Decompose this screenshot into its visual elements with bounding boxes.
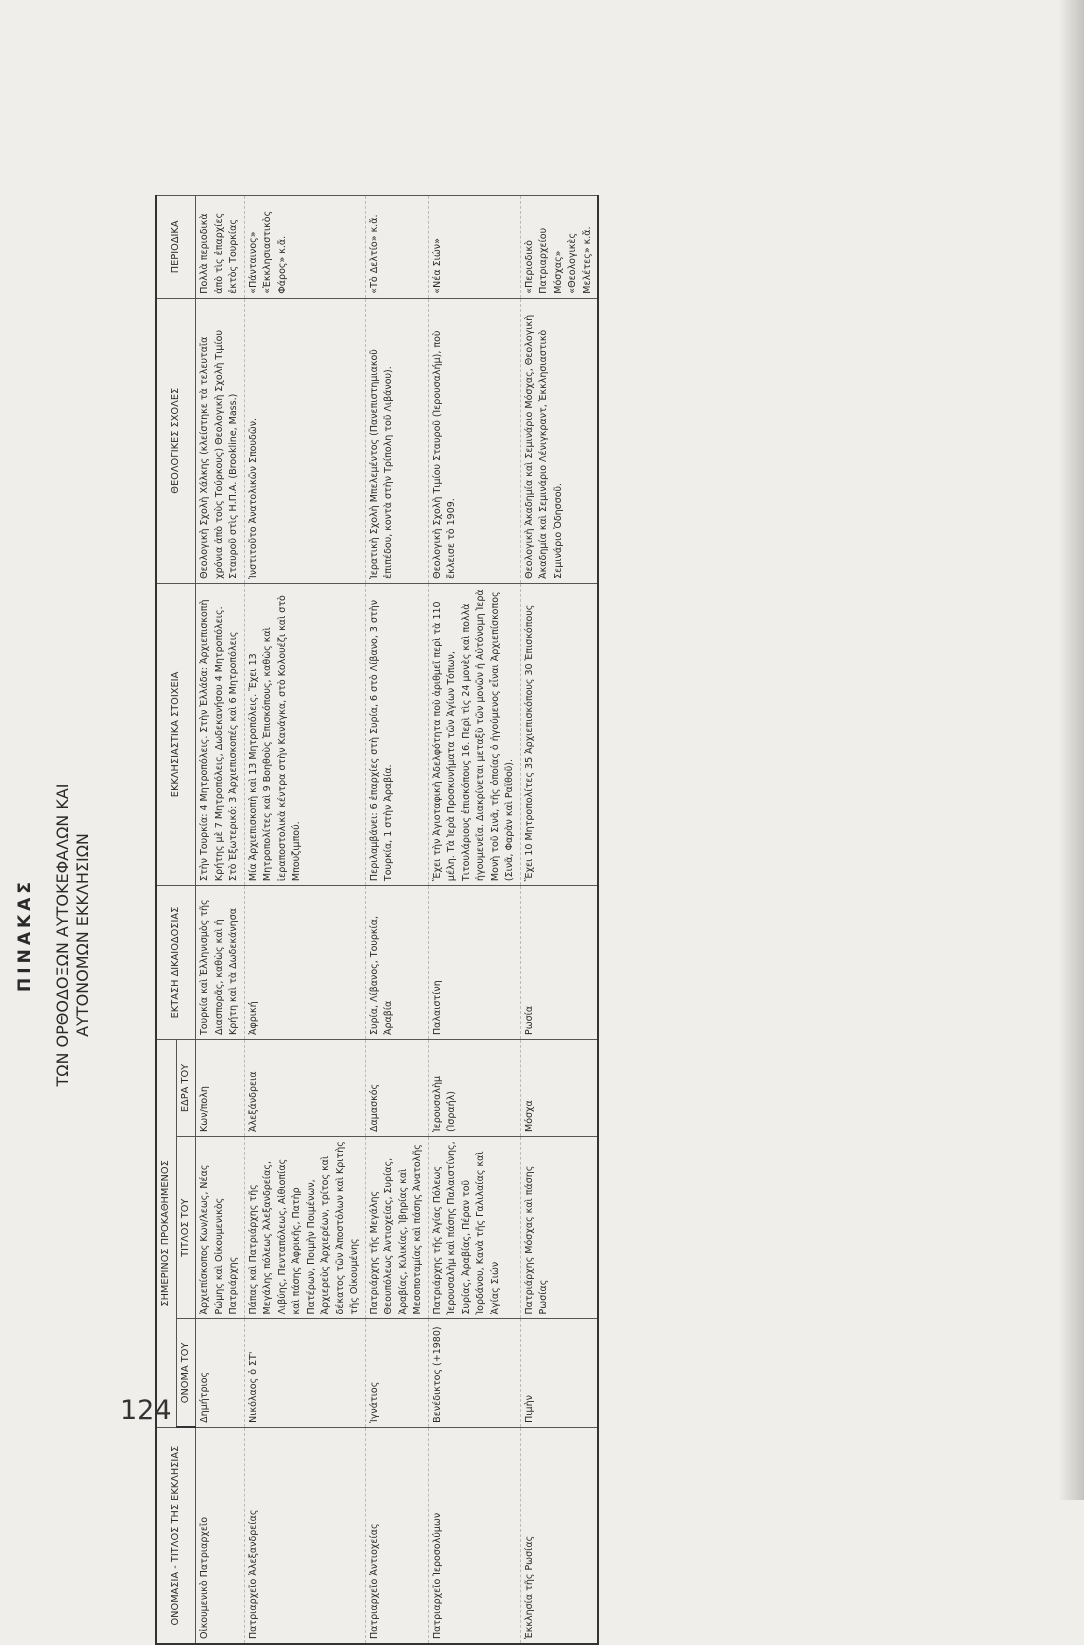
cell-church: Ἐκκλησία τῆς Ρωσίας [520, 1427, 598, 1644]
cell-jurisdiction: Συρία, Λίβανος, Τουρκία, Ἀραβία [365, 886, 428, 1040]
table-row [365, 196, 428, 1645]
table-heading [15, 225, 93, 1645]
cell-seat: Δαμασκός [365, 1040, 428, 1137]
heading-title-line1: ΤΩΝ ΟΡΘΟΔΟΞΩΝ ΑΥΤΟΚΕΦΑΛΩΝ ΚΑΙ [53, 783, 72, 1087]
cell-stats: Ἔχει 10 Μητροπολίτες 35 Ἀρχιεπισκόπους 30 Ἐπισκόπους [520, 583, 598, 885]
cell-church: Πατριαρχεῖο Ἀλεξανδρείας [244, 1427, 365, 1644]
cell-title: Πατριάρχης τῆς Μεγάλης Θεουπόλεως Ἀντιοχείας, Συρίας, Ἀραβίας, Κιλικίας, Ἰβηρίας καὶ Μεσοποταμίας καὶ πάσης Ἀνατολῆς [365, 1136, 428, 1318]
cell-journals: «Νέα Σιών» [428, 196, 520, 299]
cell-name: Πιμὴν [520, 1319, 598, 1427]
cell-church: Πατριαρχεῖο Ἀντιοχείας [365, 1427, 428, 1644]
cell-name: Ἰγνάτιος [365, 1319, 428, 1427]
cell-schools: Θεολογικὴ Σχολὴ Τιμίου Σταυροῦ (Ἱερουσαλήμ), ποὺ ἔκλεισε τὸ 1909. [428, 298, 520, 583]
header-jurisdiction: ΕΚΤΑΣΗ ΔΙΚΑΙΟΔΟΣΙΑΣ [156, 886, 196, 1040]
page-number: 124 [120, 1395, 172, 1426]
cell-seat: Μόσχα [520, 1040, 598, 1137]
page-binding-shadow [1058, 0, 1084, 1500]
cell-name: Βενέδικτος (+1980) [428, 1319, 520, 1427]
header-schools: ΘΕΟΛΟΓΙΚΕΣ ΣΧΟΛΕΣ [156, 298, 196, 583]
cell-schools: Ἰνστιτοῦτο Ἀνατολικῶν Σπουδῶν. [244, 298, 365, 583]
cell-schools: Θεολογικὴ Σχολὴ Χάλκης (κλείστηκε τὰ τελευταῖα χρόνια ἀπὸ τοὺς Τούρκους) Θεολογικὴ Σχολὴ Τιμίου Σταυροῦ στὶς Η.Π.Α. (Brookline, Mass.) [196, 298, 245, 583]
heading-title-line2: ΑΥΤΟΝΟΜΩΝ ΕΚΚΛΗΣΙΩΝ [73, 833, 92, 1037]
header-title: ΤΙΤΛΟΣ ΤΟΥ [176, 1136, 196, 1318]
cell-stats: Στὴν Τουρκία: 4 Μητροπόλεις. Στὴν Ἑλλάδα: Ἀρχιεπισκοπὴ Κρήτης μὲ 7 Μητροπόλεις, Δωδεκανήσου 4 Μητροπόλεις. Στὸ Ἐξωτερικό: 3 Ἀρχιεπισκοπές καὶ 6 Μητροπόλεις [196, 583, 245, 885]
header-church: ΟΝΟΜΑΣΙΑ - ΤΙΤΛΟΣ ΤΗΣ ΕΚΚΛΗΣΙΑΣ [156, 1427, 196, 1644]
cell-stats: Ἔχει τὴν Ἀγιοταφικὴ Ἀδελφότητα ποὺ ἀριθμεῖ περὶ τὰ 110 μέλη. Τὰ Ἱερὰ Προσκυνήματα τῶν Ἁγίων Τόπων, Τιτουλάριους ἐπισκόπους 16. Περὶ τὶς 24 μονὲς καὶ πολλὰ ἡγουμενεῖα. Διακρίνεται μεταξὺ τῶν μονῶν ἡ Αὐτόνομη Ἱερὰ Μονὴ τοῦ Σινᾶ, τῆς ὁποίας ὁ ἡγούμενος εἶναι Ἀρχιεπίσκοπος (Σινᾶ, Φαρὰν καὶ Ραϊθοῦ). [428, 583, 520, 885]
cell-jurisdiction: Ἀφρική [244, 886, 365, 1040]
cell-name: Νικόλαος ὁ ΣΤ' [244, 1319, 365, 1427]
cell-stats: Περιλαμβάνει: 6 ἐπαρχίες στὴ Συρία, 6 στὸ Λίβανο, 3 στὴν Τουρκία, 1 στὴν Ἀραβία. [365, 583, 428, 885]
cell-stats: Μία Ἀρχιεπισκοπὴ καὶ 13 Μητροπόλεις. Ἔχει 13 Μητροπολίτες καὶ 9 Βοηθοὺς Ἐπισκόπους, καθὼς καὶ ἱεραποστολικὰ κέντρα στὴν Κανάγκα, στὸ Κολουέζι καὶ στὸ Μπουζιμπού. [244, 583, 365, 885]
churches-table [155, 195, 599, 1645]
header-journals: ΠΕΡΙΟΔΙΚΑ [156, 196, 196, 299]
table-row [428, 196, 520, 1645]
cell-church: Πατριαρχεῖο Ἱεροσολύμων [428, 1427, 520, 1644]
header-primate-group: ΣΗΜΕΡΙΝΟΣ ΠΡΟΚΑΘΗΜΕΝΟΣ [156, 1040, 176, 1428]
cell-jurisdiction: Παλαιστίνη [428, 886, 520, 1040]
cell-seat: Ἀλεξάνδρεια [244, 1040, 365, 1137]
heading-label: ΠΙΝΑΚΑΣ [15, 878, 35, 992]
header-name: ΟΝΟΜΑ ΤΟΥ [176, 1319, 196, 1427]
cell-title: Πατριάρχης Μόσχας καὶ πάσης Ρωσίας [520, 1136, 598, 1318]
cell-church: Οἰκουμενικὸ Πατριαρχεῖο [196, 1427, 245, 1644]
cell-seat: Ἱερουσαλὴμ (Ἰσραήλ) [428, 1040, 520, 1137]
cell-schools: Θεολογικὴ Ἀκαδημία καὶ Σεμινάριο Μόσχας, Θεολογικὴ Ἀκαδημία καὶ Σεμινάριο Λένιγκραντ, Ἐκκλησιαστικὸ Σεμινάριο Ὀδησσοῦ. [520, 298, 598, 583]
cell-name: Δημήτριος [196, 1319, 245, 1427]
header-stats: ΕΚΚΛΗΣΙΑΣΤΙΚΑ ΣΤΟΙΧΕΙΑ [156, 583, 196, 885]
cell-jurisdiction: Ρωσία [520, 886, 598, 1040]
cell-schools: Ἱερατικὴ Σχολὴ Μπελεμέντος (Πανεπιστημιακοῦ ἐπιπέδου, κοντὰ στὴν Τρίπολη τοῦ Λιβάνου). [365, 298, 428, 583]
cell-seat: Κων/πολη [196, 1040, 245, 1137]
cell-journals: Πολλὰ περιοδικὰ ἀπὸ τὶς ἐπαρχίες ἐκτὸς Τουρκίας [196, 196, 245, 299]
table-row [196, 196, 245, 1645]
cell-jurisdiction: Τουρκία καὶ Ἑλληνισμὸς τῆς Διασπορᾶς, καθὼς καὶ ἡ Κρήτη καὶ τὰ Δωδεκάνησα [196, 886, 245, 1040]
cell-journals: «Περιοδικὸ Πατριαρχείου Μόσχας» «Θεολογικὲς Μελέτες» κ.ἄ. [520, 196, 598, 299]
table-row [520, 196, 598, 1645]
table-row [244, 196, 365, 1645]
cell-title: Πατριάρχης τῆς Ἁγίας Πόλεως Ἱερουσαλὴμ καὶ πάσης Παλαιστίνης, Συρίας, Ἀραβίας, Πέραν τοῦ Ἰορδάνου, Κανὰ τῆς Γαλιλαίας καὶ Ἁγίας Σιών [428, 1136, 520, 1318]
cell-journals: «Τὸ Δελτίο» κ.ἄ. [365, 196, 428, 299]
header-seat: ΕΔΡΑ ΤΟΥ [176, 1040, 196, 1137]
cell-title: Πάπας καὶ Πατριάρχης τῆς Μεγάλης πόλεως Ἀλεξανδρείας, Λιβύης, Πενταπόλεως, Αἰθιοπίας καὶ πάσης Ἀφρικῆς, Πατὴρ Πατέρων, Ποιμὴν Ποιμένων, Ἀρχιερεὺς Ἀρχιερέων, τρίτος καὶ δέκατος τῶν Ἀποστόλων καὶ Κριτὴς τῆς Οἰκουμένης [244, 1136, 365, 1318]
cell-journals: «Πάνταινος» «Ἐκκλησιαστικὸς Φάρος» κ.ἄ. [244, 196, 365, 299]
cell-title: Ἀρχιεπίσκοπος Κων/λεως, Νέας Ρώμης καὶ Οἰκουμενικὸς Πατριάρχης [196, 1136, 245, 1318]
